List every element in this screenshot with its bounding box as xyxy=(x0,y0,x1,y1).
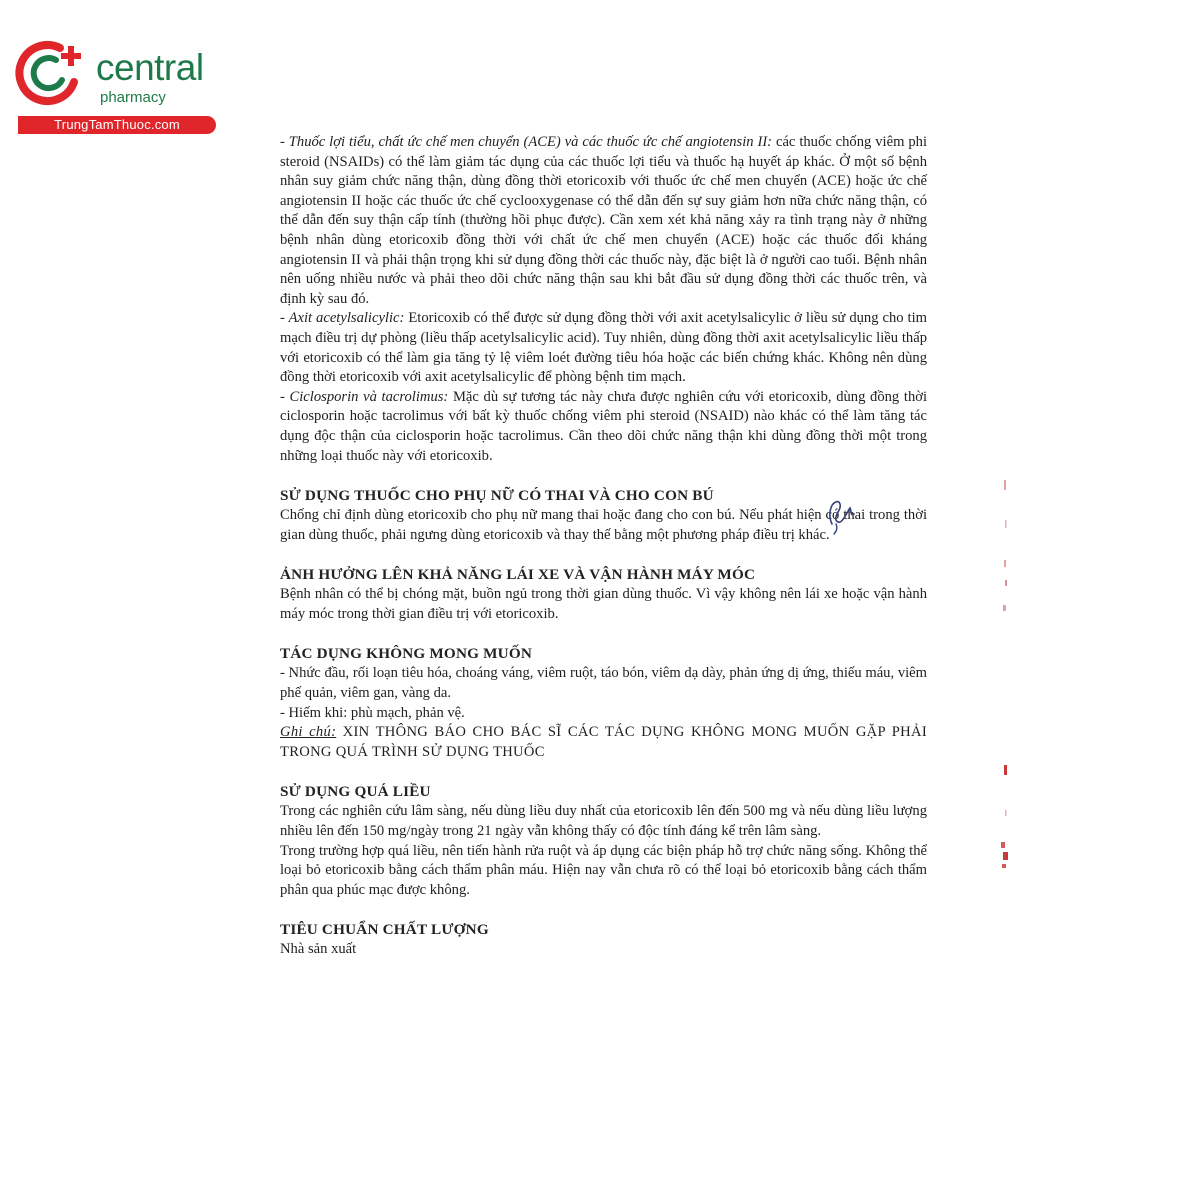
pregnancy-heading: SỬ DỤNG THUỐC CHO PHỤ NỮ CÓ THAI VÀ CHO CON BÚ xyxy=(280,487,714,505)
quality-text: Nhà sản xuất xyxy=(280,941,357,958)
interaction-aspirin-lead: - Axit acetylsalicylic: xyxy=(280,310,405,327)
central-pharmacy-logo[interactable] xyxy=(8,34,218,139)
interaction-diuretics-text: các thuốc chống viêm phi steroid (NSAIDs) có thể làm giảm tác dụng của các thuốc lợi tiểu và thuốc hạ huyết áp khác. Ở một số bệnh nhân suy giảm chức năng thận, dùng đồng thời etoricoxib với thuốc ức chế men chuyển (ACE) hoặc ức chế angiotensin II hoặc các thuốc ức chế cyclooxygenase có thể dẫn đến sự suy giảm hơn nữa chức năng thận, có thể dẫn đến suy thận cấp tính (thường hồi phục được). Cần xem xét khả năng xảy ra tình trạng này ở những bệnh nhân dùng etoricoxib đồng thời với chất ức chế men chuyển (ACE) hoặc các thuốc đối kháng angiotensin II và phải thận trọng khi sử dụng đồng thời các thuốc này, đặc biệt là ở người cao tuổi. Bệnh nhân nên uống nhiều nước và phải theo dõi chức năng thận sau khi bắt đầu sử dụng đồng thời các thuốc trên, và định kỳ sau đó. xyxy=(280,134,927,307)
interaction-ciclosporin-text: Mặc dù sự tương tác này chưa được nghiên cứu với etoricoxib, dùng đồng thời ciclosporin hoặc tacrolimus với bất kỳ thuốc chống viêm phi steroid (NSAID) nào khác có thể làm tăng tác dụng độc thận của ciclosporin hoặc tacrolimus. Cần theo dõi chức năng thận khi dùng đồng thời một trong những loại thuốc này với etoricoxib. xyxy=(280,388,928,464)
interaction-diuretics-lead: - Thuốc lợi tiểu, chất ức chế men chuyển (ACE) và các thuốc ức chế angiotensin II: xyxy=(280,134,773,150)
side-effects-note xyxy=(280,723,927,762)
overdose-heading: SỬ DỤNG QUÁ LIỀU xyxy=(280,783,431,801)
interaction-aspirin xyxy=(280,309,927,387)
spacer xyxy=(280,900,927,920)
interaction-ciclosporin-lead: - Ciclosporin và tacrolimus: xyxy=(280,388,449,405)
side-effects-note-label: Ghi chú: xyxy=(280,724,337,741)
side-effects-note-text: XIN THÔNG BÁO CHO BÁC SĨ CÁC TÁC DỤNG KHÔNG MONG MUỐN GẶP PHẢI TRONG QUÁ TRÌNH SỬ DỤNG THUỐC xyxy=(280,724,927,760)
side-effects-line-1: - Nhức đầu, rối loạn tiêu hóa, choáng váng, viêm ruột, táo bón, viêm dạ dày, phản ứng dị ứng, thiếu máu, viêm phế quản, viêm gan, vàng da. xyxy=(280,665,927,702)
scan-edge-marks xyxy=(995,480,1015,880)
interaction-aspirin-text: Etoricoxib có thể được sử dụng đồng thời với axit acetylsalicylic ở liều sử dụng cho tim mạch điều trị dự phòng (liều thấp acetylsalicylic acid). Tuy nhiên, dùng đồng thời axit acetylsalicylic liều thấp với etoricoxib có thể làm gia tăng tỷ lệ viêm loét đường tiêu hóa hoặc các biến chứng khác. Không nên dùng đồng thời etoricoxib với axit acetylsalicylic để phòng bệnh tim mạch. xyxy=(280,310,927,386)
interaction-ciclosporin xyxy=(280,388,927,466)
quality-heading: TIÊU CHUẨN CHẤT LƯỢNG xyxy=(280,921,489,939)
logo-site-banner: TrungTamThuoc.com xyxy=(18,116,216,134)
spacer xyxy=(280,545,927,565)
pregnancy-text: Chống chỉ định dùng etoricoxib cho phụ nữ mang thai hoặc đang cho con bú. Nếu phát hiện có thai trong thời gian dùng thuốc, phải ngưng dùng etoricoxib và thay thế bằng một phương pháp điều trị khác. xyxy=(280,507,927,543)
interaction-diuretics xyxy=(280,133,927,309)
spacer xyxy=(280,762,927,782)
logo-name: central xyxy=(96,47,204,88)
logo-subtitle: pharmacy xyxy=(100,89,166,106)
driving-text: Bệnh nhân có thể bị chóng mặt, buồn ngủ trong thời gian dùng thuốc. Vì vậy không nên lái xe hoặc vận hành máy móc trong thời gian điều trị với etoricoxib. xyxy=(280,586,927,622)
side-effects-line-2: - Hiếm khi: phù mạch, phản vệ. xyxy=(280,704,465,721)
document-body xyxy=(280,133,927,960)
overdose-para-2: Trong trường hợp quá liều, nên tiến hành rửa ruột và áp dụng các biện pháp hỗ trợ chức năng sống. Không thể loại bỏ etoricoxib bằng cách thẩm phân máu. Hiện nay vẫn chưa rõ có thể loại bỏ etoricoxib bằng cách thẩm phân qua phúc mạc được không. xyxy=(280,842,927,898)
overdose-para-1: Trong các nghiên cứu lâm sàng, nếu dùng liều duy nhất của etoricoxib lên đến 500 mg và nếu dùng liều lượng nhiều lên đến 150 mg/ngày trong 21 ngày vẫn không thấy có độc tính đáng kể trên lâm sàng. xyxy=(280,803,927,840)
side-effects-heading: TÁC DỤNG KHÔNG MONG MUỐN xyxy=(280,645,533,663)
logo-c-cross-icon xyxy=(12,38,90,108)
driving-heading: ẢNH HƯỞNG LÊN KHẢ NĂNG LÁI XE VÀ VẬN HÀNH MÁY MÓC xyxy=(280,566,756,584)
spacer xyxy=(280,624,927,644)
spacer xyxy=(280,466,927,486)
handwritten-initial xyxy=(824,494,864,536)
